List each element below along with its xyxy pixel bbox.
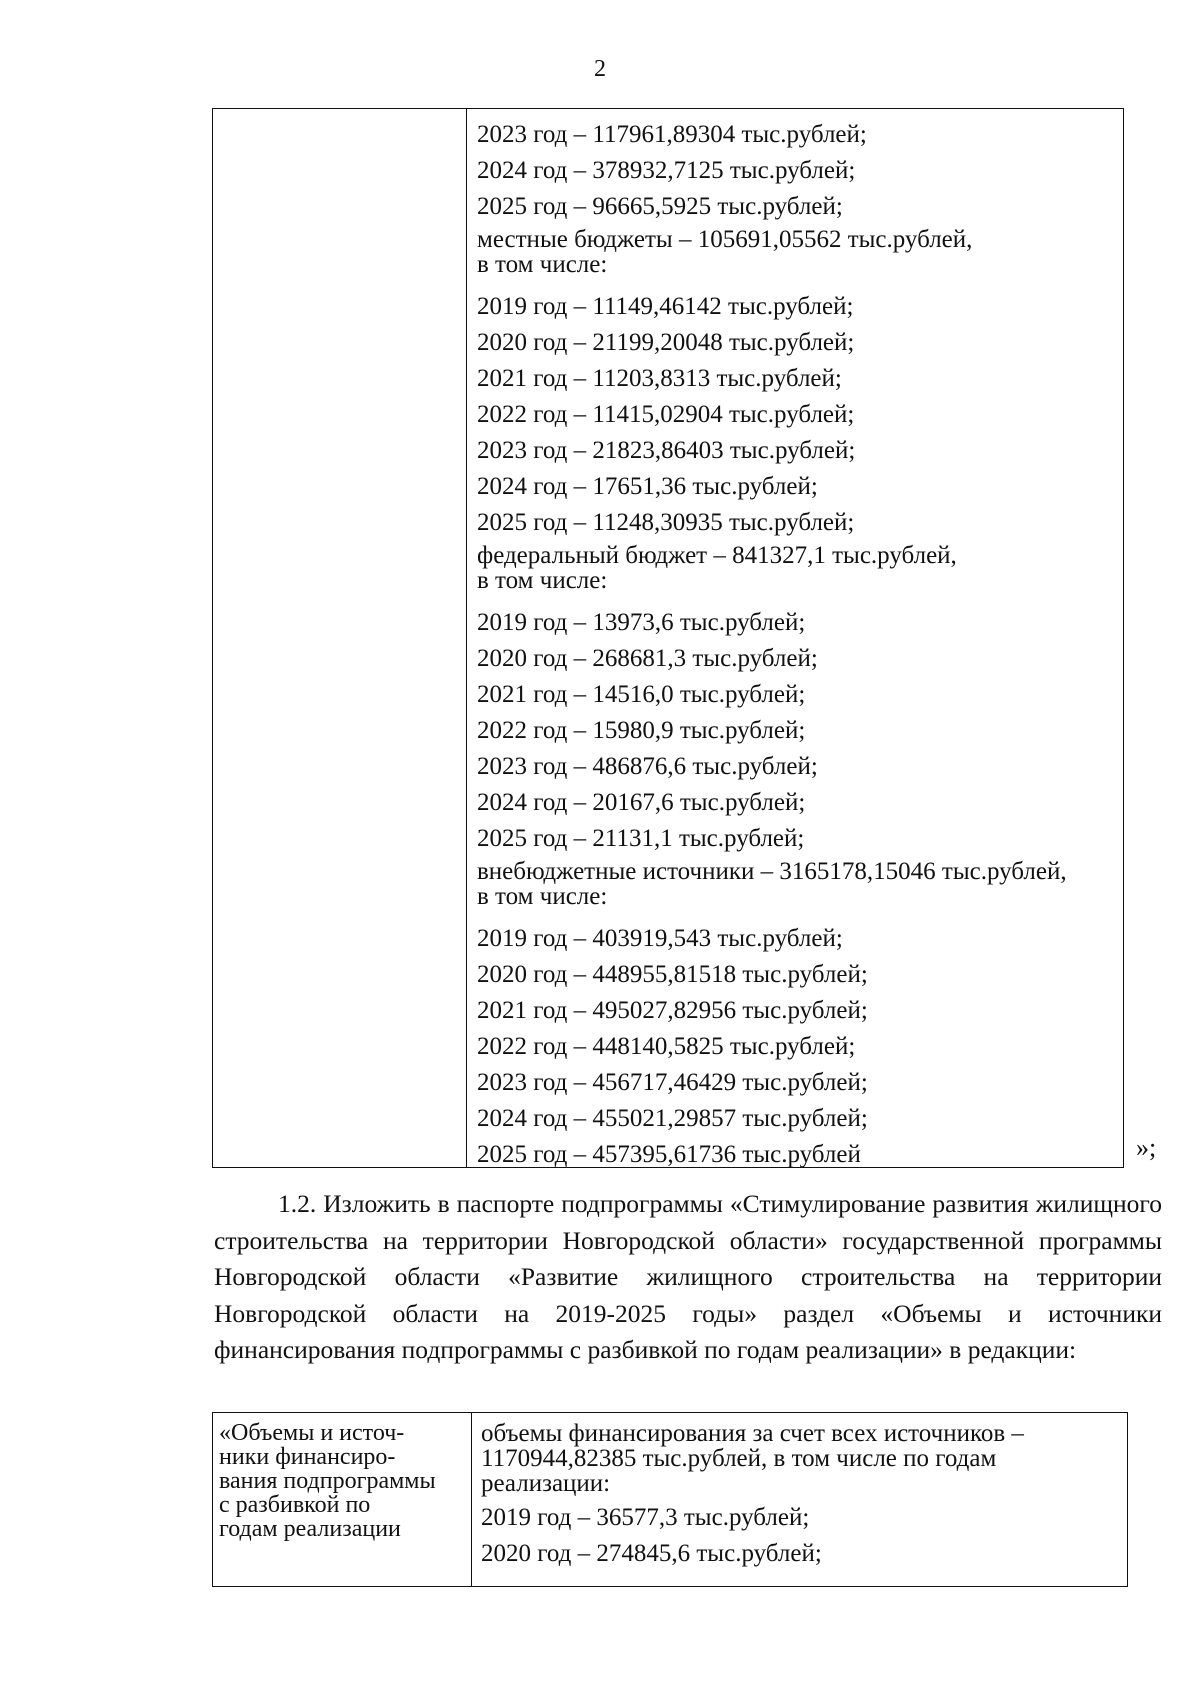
year-funding-line: 2023 год – 456717,46429 тыс.рублей; <box>477 1069 868 1096</box>
funding-details-column <box>477 117 1117 1173</box>
budget-source-heading <box>477 543 1117 603</box>
budget-source-text: местные бюджеты – 105691,05562 тыс.рублей, <box>477 226 973 253</box>
section-title-line: «Объемы и источ- <box>219 1420 405 1446</box>
year-funding-line: 2019 год – 13973,6 тыс.рублей; <box>477 609 806 636</box>
amendment-paragraph-1-2: 1.2. Изложить в паспорте подпрограммы «Стимулирование развития жилищного строительства на территории Новгородской области» государственной программы Новгородской области «Развитие жилищного строительства на территории Новгородской области на 2019-2025 годы» раздел «Объемы и источники финансирования подпрограммы с разбивкой по годам реализации» в редакции: <box>214 1189 1162 1364</box>
page-number: 2 <box>594 56 606 82</box>
column-divider <box>471 1413 472 1586</box>
year-funding-line: 2021 год – 14516,0 тыс.рублей; <box>477 681 806 708</box>
year-funding-line: 2019 год – 11149,46142 тыс.рублей; <box>477 293 854 320</box>
budget-source-text: в том числе: <box>477 567 608 594</box>
year-funding-line: 2020 год – 274845,6 тыс.рублей; <box>481 1540 822 1567</box>
section-title-line: вания подпрограммы <box>219 1468 436 1494</box>
section-title-line: ники финансиро- <box>219 1444 396 1470</box>
year-funding-line: 2024 год – 20167,6 тыс.рублей; <box>477 789 806 816</box>
year-funding-line: 2020 год – 268681,3 тыс.рублей; <box>477 645 818 672</box>
year-lines <box>481 1500 1121 1572</box>
subprogram-funding-table <box>212 1412 1128 1587</box>
section-title-line: годам реализации <box>219 1516 401 1542</box>
closing-quote: »; <box>1136 1133 1157 1162</box>
year-funding-line: 2025 год – 96665,5925 тыс.рублей; <box>477 193 843 220</box>
year-funding-line: 2022 год – 448140,5825 тыс.рублей; <box>477 1033 856 1060</box>
year-funding-line: 2023 год – 486876,6 тыс.рублей; <box>477 753 818 780</box>
year-funding-line: 2023 год – 21823,86403 тыс.рублей; <box>477 437 856 464</box>
year-funding-line: 2021 год – 11203,8313 тыс.рублей; <box>477 365 842 392</box>
year-funding-line: 2020 год – 448955,81518 тыс.рублей; <box>477 961 868 988</box>
year-funding-line: 2022 год – 11415,02904 тыс.рублей; <box>477 401 855 428</box>
year-funding-line: 2023 год – 117961,89304 тыс.рублей; <box>477 121 867 148</box>
budget-source-text: внебюджетные источники – 3165178,15046 тыс.рублей, <box>477 858 1067 885</box>
total-funding-line: объемы финансирования за счет всех источников – <box>481 1420 1024 1447</box>
year-funding-line: 2020 год – 21199,20048 тыс.рублей; <box>477 329 855 356</box>
total-funding-intro <box>481 1421 1121 1496</box>
column-divider <box>466 109 467 1167</box>
year-funding-line: 2025 год – 21131,1 тыс.рублей; <box>477 825 805 852</box>
year-funding-line: 2025 год – 11248,30935 тыс.рублей; <box>477 509 855 536</box>
budget-source-text: федеральный бюджет – 841327,1 тыс.рублей, <box>477 542 957 569</box>
year-funding-line: 2024 год – 378932,7125 тыс.рублей; <box>477 157 856 184</box>
year-funding-line: 2024 год – 455021,29857 тыс.рублей; <box>477 1105 868 1132</box>
total-funding-line: реализации: <box>481 1470 611 1497</box>
year-funding-line: 2022 год – 15980,9 тыс.рублей; <box>477 717 806 744</box>
total-funding-line: 1170944,82385 тыс.рублей, в том числе по годам <box>481 1445 997 1472</box>
year-funding-line: 2019 год – 36577,3 тыс.рублей; <box>481 1504 810 1531</box>
funding-details-column <box>481 1421 1121 1572</box>
year-funding-line: 2024 год – 17651,36 тыс.рублей; <box>477 473 818 500</box>
section-title-line: с разбивкой по <box>219 1492 371 1518</box>
budget-source-heading <box>477 859 1117 919</box>
funding-table-continued <box>212 108 1124 1168</box>
section-title-cell <box>219 1421 465 1541</box>
year-funding-line: 2021 год – 495027,82956 тыс.рублей; <box>477 997 868 1024</box>
budget-source-text: в том числе: <box>477 883 608 910</box>
budget-source-text: в том числе: <box>477 251 608 278</box>
budget-source-heading <box>477 227 1117 287</box>
year-funding-line: 2025 год – 457395,61736 тыс.рублей <box>477 1141 861 1168</box>
year-funding-line: 2019 год – 403919,543 тыс.рублей; <box>477 925 843 952</box>
